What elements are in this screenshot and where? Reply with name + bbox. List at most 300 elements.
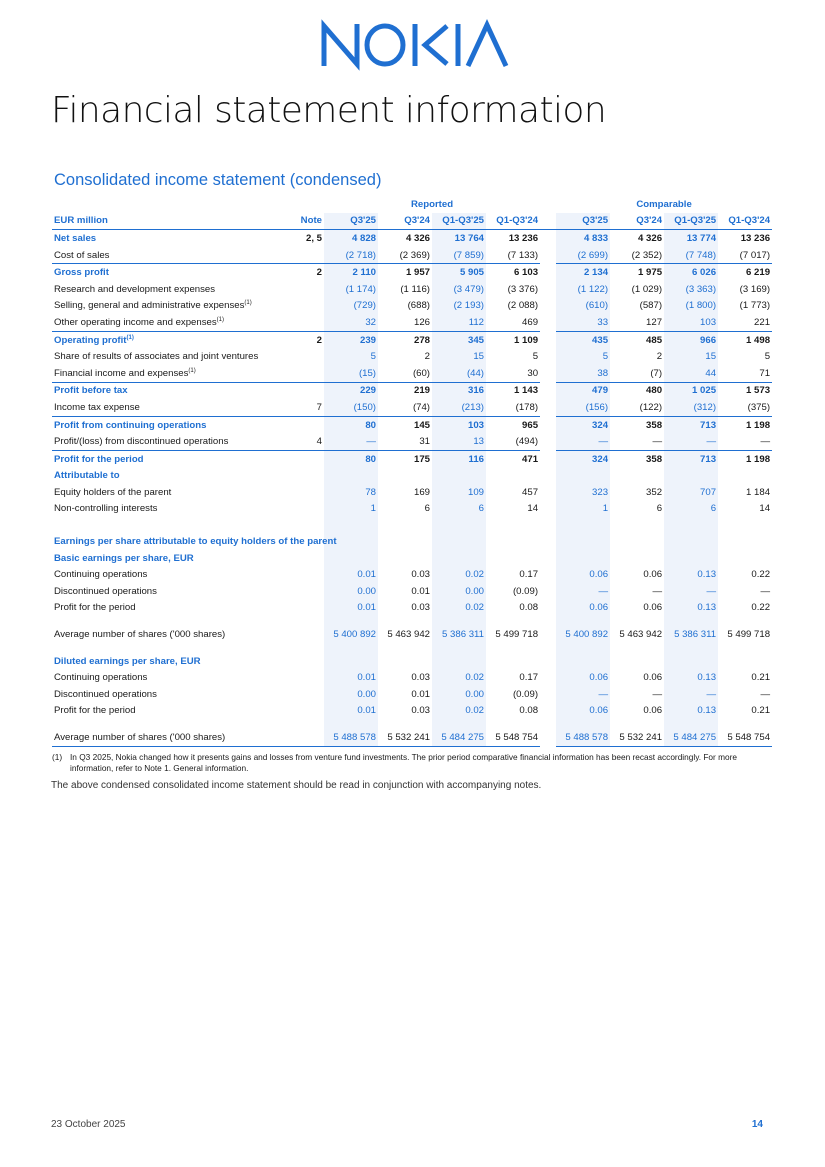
value-cell: (7 859) [432,247,486,264]
value-cell [378,550,432,567]
value-cell: 0.03 [411,672,430,684]
table-row [52,416,772,433]
table-row [52,382,772,399]
value-cell: 0.02 [432,566,486,583]
value-cell: 0.13 [664,600,718,617]
value-cell: 0.00 [324,583,378,600]
value-cell [556,533,610,550]
value-cell: — [652,436,663,448]
value-cell: 0.13 [664,669,718,686]
table-row [52,600,772,617]
footnote-ref: (1) [244,300,252,307]
row-label-text: Average number of shares ('000 shares) [54,732,226,744]
value-cell [664,653,718,670]
column-header: Q3'25 [324,213,378,230]
value-cell: (0.09) [512,585,539,597]
value-cell: (3 479) [432,281,486,298]
row-note [272,501,324,518]
value-cell: 112 [432,314,486,331]
value-cell: 0.01 [324,669,378,686]
value-cell: (213) [432,399,486,416]
value-cell [324,550,378,567]
value-cell: 324 [556,450,610,467]
value-cell: 4 828 [324,230,378,247]
value-cell: (7 133) [507,249,539,261]
value-cell: 0.02 [432,669,486,686]
footnote-text: In Q3 2025, Nokia changed how it presents gains and losses from venture fund investments. The prior period comparative financial information has been recast accordingly. For more information, refer to Note 1. General information. [70,752,738,773]
value-cell: 1 957 [378,264,432,281]
column-header: Q1-Q3'25 [432,213,486,230]
value-cell: 71 [759,367,771,379]
value-cell [718,550,772,567]
value-cell: — [664,686,718,703]
row-label [52,416,272,433]
value-cell: — [556,583,610,600]
spacer-row [52,719,772,729]
value-cell: 5 400 892 [556,626,610,643]
value-cell: 352 [646,486,663,498]
row-label [52,382,272,399]
value-cell: 6 219 [718,264,772,281]
row-label [52,264,272,281]
table-row [52,533,772,550]
table-row [52,348,772,365]
row-label-text: Selling, general and administrative expenses [54,300,245,312]
value-cell: 5 463 942 [387,629,430,641]
table-row [52,399,772,416]
value-cell: 1 184 [746,486,771,498]
value-cell: 0.03 [411,705,430,717]
row-label-text: Diluted earnings per share, EUR [54,655,201,667]
value-cell: (2 718) [324,247,378,264]
value-cell: 965 [486,416,540,433]
column-header: Q1-Q3'25 [664,213,718,230]
value-cell: 5 905 [432,264,486,281]
value-cell [556,653,610,670]
value-cell: 0.03 [411,602,430,614]
value-cell: — [652,688,663,700]
value-cell: (1 116) [400,283,430,295]
value-cell: 221 [754,316,771,328]
row-label-text: Basic earnings per share, EUR [54,552,194,564]
table-row [52,264,772,281]
row-label-text: Discontinued operations [54,585,157,597]
row-label-text: Continuing operations [54,672,148,684]
value-cell: 0.17 [519,672,539,684]
value-cell: 324 [556,416,610,433]
value-cell: 0.06 [556,669,610,686]
row-note [272,348,324,365]
value-cell: 116 [432,450,486,467]
value-cell: 316 [432,382,486,399]
row-label-text: Profit for the period [54,602,136,614]
row-note [272,281,324,298]
footnote-ref: (1) [126,334,134,341]
value-cell: 0.01 [324,703,378,720]
value-cell: (178) [515,401,539,413]
footnote-ref: (1) [188,367,196,374]
value-cell: 5 463 942 [619,629,663,641]
value-cell: 0.06 [643,705,663,717]
income-statement-table [52,196,772,747]
value-cell: 5 [532,351,539,363]
value-cell: 109 [432,484,486,501]
row-label [52,365,272,382]
value-cell: — [324,433,378,450]
table-row [52,331,772,348]
row-note [272,365,324,382]
table-row [52,230,772,247]
row-label-text: Discontinued operations [54,688,157,700]
value-cell [718,468,772,485]
value-cell: 0.06 [556,566,610,583]
row-note [272,600,324,617]
row-label [52,450,272,467]
row-label [52,314,272,331]
value-cell: 0.06 [556,703,610,720]
value-cell: 5 400 892 [324,626,378,643]
value-cell: 713 [664,450,718,467]
footnote-marker: (1) [52,752,63,762]
value-cell: 14 [759,503,771,515]
value-cell: 13 [432,433,486,450]
value-cell: 1 025 [664,382,718,399]
table-row [52,314,772,331]
row-label-text: Cost of sales [54,249,110,261]
table-row [52,365,772,382]
row-note [272,583,324,600]
column-header-label: EUR million [52,213,272,230]
value-cell: 457 [522,486,539,498]
column-header: Q3'24 [610,213,664,230]
value-cell: 103 [664,314,718,331]
value-cell: 2 [424,351,430,363]
row-label [52,703,272,720]
value-cell: (729) [324,298,378,315]
value-cell: 278 [378,331,432,348]
group-header-reported: Reported [410,198,454,210]
value-cell: 5 548 754 [486,729,540,746]
row-note [272,703,324,720]
column-header: Q3'24 [378,213,432,230]
table-row [52,626,772,643]
value-cell: 5 [764,351,771,363]
row-label [52,550,272,567]
value-cell: 0.01 [411,688,430,700]
value-cell: (2 369) [399,249,430,261]
value-cell: 0.00 [324,686,378,703]
table-row [52,686,772,703]
value-cell: 78 [324,484,378,501]
value-cell [610,550,664,567]
value-cell: 0.08 [519,602,539,614]
row-label [52,669,272,686]
value-cell: (15) [324,365,378,382]
value-cell: 126 [413,316,430,328]
read-note: The above condensed consolidated income statement should be read in conjunction with accompanying notes. [51,780,542,791]
row-note [272,314,324,331]
row-note [272,247,324,264]
value-cell: 713 [664,416,718,433]
value-cell: 5 484 275 [432,729,486,746]
value-cell [556,468,610,485]
page-title: Financial statement information [51,90,607,131]
value-cell [718,653,772,670]
value-cell: 1 975 [610,264,664,281]
value-cell [486,550,540,567]
row-note [272,382,324,399]
value-cell: 6 026 [664,264,718,281]
value-cell: 5 499 718 [727,629,771,641]
value-cell: — [664,433,718,450]
value-cell: 169 [413,486,430,498]
value-cell: (494) [515,436,539,448]
value-cell: — [664,583,718,600]
footnote-ref: (1) [216,316,225,323]
value-cell: (7 017) [739,249,771,261]
value-cell: 31 [419,436,430,448]
row-note: 4 [316,436,322,448]
row-note [272,468,324,485]
value-cell: 5 532 241 [610,729,664,746]
value-cell [664,550,718,567]
row-label-text: Continuing operations [54,569,148,581]
row-label [52,583,272,600]
group-header-row [52,196,772,213]
value-cell: 32 [324,314,378,331]
row-note: 2, 5 [305,232,322,244]
row-label [52,600,272,617]
value-cell: 323 [556,484,610,501]
value-cell: 2 134 [556,264,610,281]
row-label-text: Profit for the period [54,705,136,717]
value-cell: 0.01 [324,600,378,617]
value-cell [718,533,772,550]
table-row [52,433,772,450]
value-cell: 15 [432,348,486,365]
value-cell [378,533,432,550]
page-number: 14 [751,1119,763,1130]
value-cell: 5 488 578 [556,729,610,746]
value-cell: (3 169) [739,283,771,295]
value-cell: 6 103 [486,264,540,281]
value-cell: 1 143 [486,382,540,399]
row-label [52,501,272,518]
value-cell: 15 [664,348,718,365]
row-label-text: Profit/(loss) from discontinued operations [54,436,229,448]
group-header-comparable: Comparable [636,198,692,210]
value-cell: 0.13 [664,566,718,583]
value-cell: 2 110 [324,264,378,281]
spacer-row [52,643,772,653]
row-label [52,399,272,416]
value-cell: (2 088) [507,300,539,312]
value-cell: 966 [664,331,718,348]
value-cell: (1 800) [664,298,718,315]
row-note [272,450,324,467]
value-cell: 145 [378,416,432,433]
row-note [272,686,324,703]
value-cell: (2 352) [631,249,663,261]
row-label [52,626,272,643]
value-cell: 0.00 [432,686,486,703]
value-cell: 5 488 578 [324,729,378,746]
value-cell: — [760,688,771,700]
value-cell: (7 748) [664,247,718,264]
row-note [272,729,324,746]
row-label-text: Equity holders of the parent [54,486,172,498]
column-header: Q1-Q3'24 [718,213,772,230]
row-label [52,298,272,315]
value-cell: 229 [324,382,378,399]
value-cell: (2 193) [432,298,486,315]
value-cell: (1 122) [556,281,610,298]
value-cell: (3 376) [507,283,539,295]
value-cell: 0.03 [411,569,430,581]
value-cell: 0.21 [751,705,771,717]
row-label-text: Other operating income and expenses [54,316,217,328]
value-cell: 1 573 [718,382,772,399]
value-cell: (2 699) [556,247,610,264]
value-cell: 0.02 [432,703,486,720]
value-cell: — [760,585,771,597]
row-label-text: Share of results of associates and joint ventures [54,351,259,363]
table-row [52,550,772,567]
row-label [52,533,337,550]
table-row [52,298,772,315]
row-label-text: Earnings per share attributable to equity holders of the parent [54,536,337,548]
value-cell: (688) [407,300,430,312]
value-cell [486,533,540,550]
row-label [52,230,272,247]
value-cell: 4 833 [556,230,610,247]
value-cell: 0.01 [324,566,378,583]
value-cell: 103 [432,416,486,433]
value-cell: 13 236 [740,232,771,244]
row-label-text: Average number of shares ('000 shares) [54,629,226,641]
row-note [272,566,324,583]
row-label [52,484,272,501]
value-cell: (122) [639,401,663,413]
row-label [52,468,272,485]
value-cell: 14 [527,503,539,515]
value-cell: 0.02 [432,600,486,617]
table-row [52,703,772,720]
value-cell: (3 363) [664,281,718,298]
value-cell: 219 [378,382,432,399]
value-cell: 1 198 [718,450,772,467]
value-cell [432,533,486,550]
row-label-text: Attributable to [54,470,120,482]
value-cell: 6 [424,503,430,515]
row-label [52,331,272,348]
column-header-note: Note [272,213,324,230]
value-cell [610,533,664,550]
row-label [52,348,272,365]
row-label [52,729,272,746]
row-label-text: Financial income and expenses [54,367,189,379]
column-header-row [52,213,772,230]
value-cell: 5 532 241 [378,729,432,746]
value-cell: 4 326 [405,232,430,244]
value-cell: (60) [412,367,430,379]
row-label-text: Research and development expenses [54,283,216,295]
value-cell: 358 [610,450,664,467]
value-cell: 0.01 [411,585,430,597]
table-row [52,653,772,670]
value-cell: 1 [324,501,378,518]
value-cell [486,468,540,485]
row-label [52,281,272,298]
spacer-row [52,616,772,626]
value-cell: 5 499 718 [495,629,539,641]
table-row [52,566,772,583]
value-cell: 5 484 275 [664,729,718,746]
value-cell: (312) [664,399,718,416]
row-note [272,626,324,643]
row-label [52,686,272,703]
table-row [52,669,772,686]
row-label [52,566,272,583]
value-cell: 239 [324,331,378,348]
value-cell: 38 [556,365,610,382]
row-note: 2 [272,264,324,281]
row-label-text: Operating profit [54,334,127,346]
value-cell: 707 [664,484,718,501]
value-cell: 5 [556,348,610,365]
value-cell [610,468,664,485]
value-cell: (587) [639,300,663,312]
value-cell: 480 [610,382,664,399]
value-cell [432,468,486,485]
value-cell: 471 [486,450,540,467]
footnote [52,752,772,774]
value-cell [378,653,432,670]
value-cell: 5 386 311 [432,626,486,643]
value-cell [664,533,718,550]
value-cell: 0.22 [751,569,771,581]
value-cell: 6 [664,501,718,518]
value-cell: (1 174) [324,281,378,298]
value-cell: (74) [412,401,430,413]
table-row [52,484,772,501]
value-cell [664,468,718,485]
value-cell: — [556,686,610,703]
value-cell: 5 386 311 [664,626,718,643]
value-cell: 0.06 [556,600,610,617]
value-cell: 127 [646,316,663,328]
spacer-row [52,517,772,533]
value-cell: 358 [610,416,664,433]
table-row [52,468,772,485]
value-cell: — [556,433,610,450]
value-cell: 1 [556,501,610,518]
value-cell: 30 [527,367,539,379]
value-cell: 1 109 [486,331,540,348]
row-label-text: Non-controlling interests [54,503,158,515]
value-cell: (44) [432,365,486,382]
row-label [52,653,272,670]
footer-date: 23 October 2025 [51,1119,126,1130]
table-row [52,501,772,518]
value-cell: 485 [610,331,664,348]
value-cell: 0.21 [751,672,771,684]
value-cell: (375) [747,401,771,413]
value-cell: 0.06 [643,602,663,614]
table-row [52,583,772,600]
value-cell: 435 [556,331,610,348]
nokia-logo [320,22,512,68]
